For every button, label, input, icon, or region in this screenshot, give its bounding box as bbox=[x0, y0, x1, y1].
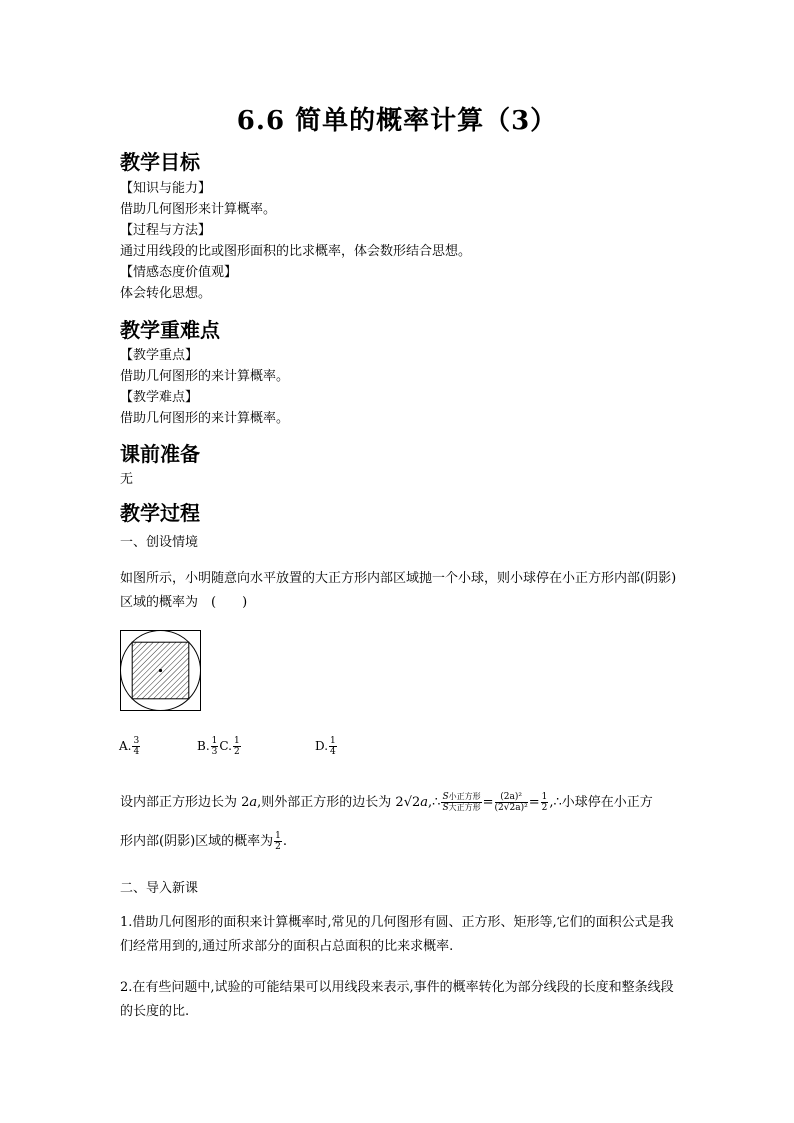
text-prep: 无 bbox=[120, 472, 134, 487]
option-a: A. $\frac{3}{4}$ bbox=[119, 736, 140, 757]
heading-goals: 教学目标 bbox=[120, 150, 200, 174]
area-ratio-fraction: $\frac{\text{S小正方形}}{\text{S大正方形}}$ bbox=[442, 792, 481, 813]
text-difficulty: 借助几何图形的来计算概率。 bbox=[120, 411, 290, 426]
solution-line-2: 形内部(阴影)区域的概率为 $\frac{1}{2}$ . bbox=[120, 831, 288, 852]
label-method: 【过程与方法】 bbox=[120, 223, 212, 238]
text-method: 通过用线段的比或图形面积的比求概率，体会数形结合思想。 bbox=[120, 244, 472, 259]
part1-heading: 一、创设情境 bbox=[120, 535, 199, 550]
squared-ratio-fraction: $\frac{\text{(2a)²}}{\text{(2√2a)²}}$ bbox=[494, 792, 528, 813]
option-c: C. bbox=[219, 739, 232, 753]
paragraph-1: 1.借助几何图形的面积来计算概率时,常见的几何图形有圆、正方形、矩形等,它们的面积公式是我们经常用到的,通过所求部分的面积占总面积的比来求概率. bbox=[120, 915, 674, 954]
solution-line-1: 设内部正方形边长为 2a,则外部正方形的边长为 2√2a,∴ $\frac{\text{S小正方形}}{\text{S大正方形}}$ = $\frac{\text{(2a)²}}{\text{(2√2a)²}}$ = $\frac{1}{2}$ ,∴小球停在小正方 bbox=[120, 792, 653, 813]
question-text: 如图所示，小明随意向水平放置的大正方形内部区域抛一个小球，则小球停在小正方形内部(阴影)区域的概率为 ( ) bbox=[120, 571, 677, 610]
part2-heading: 二、导入新课 bbox=[120, 881, 199, 896]
paragraph-2: 2.在有些问题中,试验的可能结果可以用线段来表示,事件的概率转化为部分线段的长度和整条线段的长度的比. bbox=[120, 980, 674, 1019]
heading-keypoints: 教学重难点 bbox=[120, 318, 220, 342]
text-emotion: 体会转化思想。 bbox=[120, 286, 212, 301]
option-a-fraction: $\frac{3}{4}$ bbox=[133, 736, 140, 757]
label-difficulty: 【教学难点】 bbox=[120, 390, 199, 405]
label-focus: 【教学重点】 bbox=[120, 348, 199, 363]
answer-fraction: $\frac{1}{2}$ bbox=[275, 831, 281, 852]
heading-prep: 课前准备 bbox=[120, 442, 200, 466]
heading-process: 教学过程 bbox=[120, 501, 200, 525]
label-emotion: 【情感态度价值观】 bbox=[120, 265, 238, 280]
option-b-fraction: $\frac{1}{3}$ bbox=[211, 736, 218, 757]
option-c-fraction: $\frac{1}{2}$ bbox=[233, 736, 240, 757]
page-title: 6.6 简单的概率计算（3） bbox=[236, 106, 558, 136]
option-b: B. $\frac{1}{3}$ C. $\frac{1}{2}$ bbox=[197, 736, 240, 757]
text-focus: 借助几何图形的来计算概率。 bbox=[120, 369, 290, 384]
center-dot bbox=[159, 669, 162, 672]
result-fraction: $\frac{1}{2}$ bbox=[541, 792, 548, 813]
option-d-fraction: $\frac{1}{4}$ bbox=[330, 736, 336, 757]
option-d: D. $\frac{1}{4}$ bbox=[315, 736, 336, 757]
text-knowledge: 借助几何图形来计算概率。 bbox=[120, 202, 277, 217]
square-circle-figure bbox=[120, 630, 201, 711]
label-knowledge: 【知识与能力】 bbox=[120, 181, 212, 196]
